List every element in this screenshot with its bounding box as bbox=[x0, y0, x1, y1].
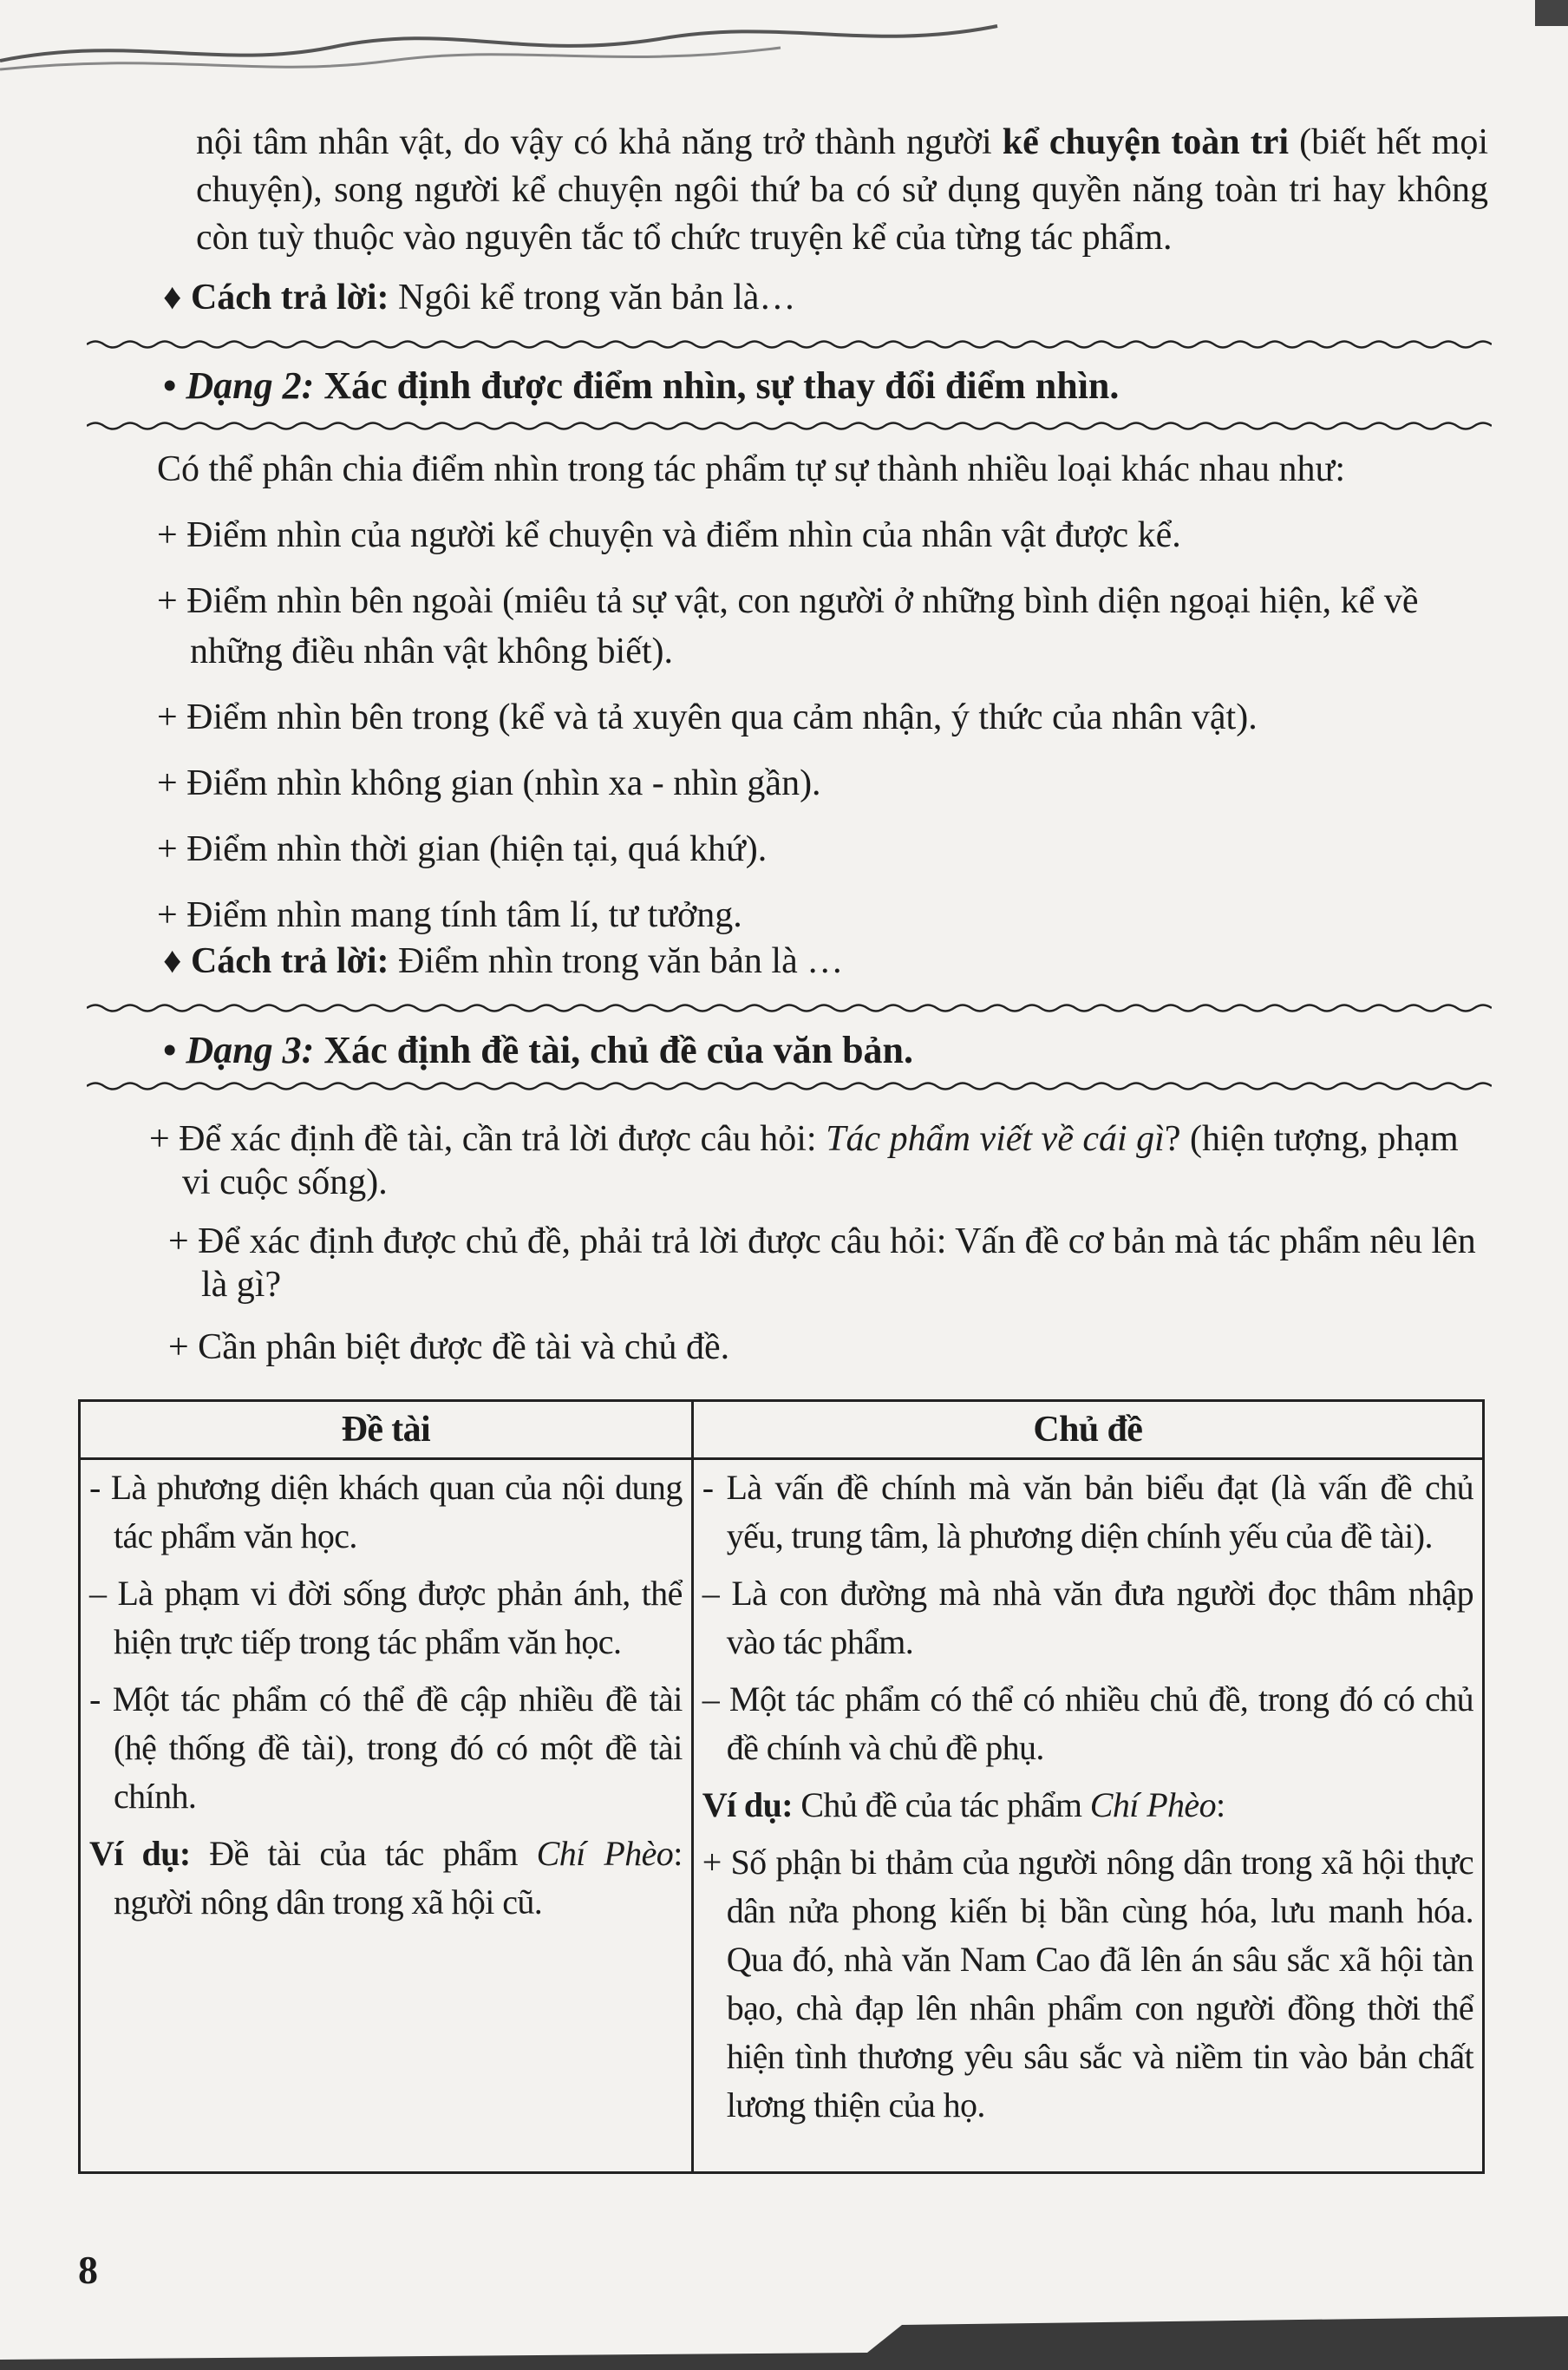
cell-item: + Số phận bi thảm của người nông dân trong xã hội thực dân nửa phong kiến bị bần cùng hóa, lưu manh hóa. Qua đó, nhà văn Nam Cao đã lên án sâu sắc xã hội tàn bạo, chà đạp lên nhân phẩm con người đồng thời thể hiện tình thương yêu sâu sắc và niềm tin vào bản chất lương thiện của họ. bbox=[702, 1843, 1473, 2124]
answer-1 bbox=[163, 274, 795, 322]
intro-paragraph bbox=[196, 119, 1488, 262]
intro-text-end: (biết hết mọi chuyện), song người kể chuyện ngôi thứ ba có sử dụng quyền năng toàn tri hay không còn tuỳ thuộc vào nguyên tắc tổ chức truyện kể của từng tác phẩm. bbox=[196, 122, 1488, 258]
header-de-tai: Đề tài bbox=[80, 1401, 693, 1459]
table-header-row bbox=[80, 1401, 1484, 1459]
example-text: : bbox=[1215, 1785, 1225, 1824]
wavy-divider bbox=[87, 338, 1492, 350]
dang2-content bbox=[157, 444, 1488, 956]
diamond-bullet-icon: ♦ bbox=[163, 941, 191, 981]
header-ornament bbox=[0, 0, 1568, 78]
example-label: Ví dụ: bbox=[702, 1785, 793, 1824]
cell-item: - Là vấn đề chính mà văn bản biểu đạt (là vấn đề chủ yếu, trung tâm, là phương diện chính yếu của đề tài). bbox=[702, 1468, 1473, 1555]
omniscient-term: kể chuyện toàn tri bbox=[1002, 122, 1290, 162]
dang2-heading: • Dạng 2: Xác định được điểm nhìn, sự thay đổi điểm nhìn. bbox=[163, 364, 1120, 407]
intro-text: nội tâm nhân vật, do vậy có khả năng trở thành người bbox=[196, 122, 1003, 162]
answer-label: Cách trả lời: bbox=[190, 278, 389, 318]
example-text: Chủ đề của tác phẩm bbox=[792, 1785, 1090, 1824]
list-item: + Để xác định được chủ đề, phải trả lời được câu hỏi: Vấn đề cơ bản mà tác phẩm nêu lên là gì? bbox=[168, 1221, 1476, 1305]
dang3-label: Dạng 3: bbox=[186, 1029, 315, 1071]
table-row bbox=[80, 1459, 1484, 2173]
dang3-title: Xác định đề tài, chủ đề của văn bản. bbox=[314, 1029, 914, 1071]
cell-de-tai bbox=[80, 1459, 693, 2173]
cell-item: - Là phương diện khách quan của nội dung tác phẩm văn học. bbox=[89, 1468, 683, 1555]
list-item: + Điểm nhìn thời gian (hiện tại, quá khứ). bbox=[157, 829, 768, 869]
wavy-divider bbox=[87, 1002, 1492, 1014]
list-item: + Điểm nhìn bên ngoài (miêu tả sự vật, con người ở những bình diện ngoại hiện, kể về những điều nhân vật không biết). bbox=[157, 581, 1419, 671]
item-text: ? (hiện tượng, phạm vi cuộc sống). bbox=[182, 1119, 1459, 1202]
cell-item: – Là con đường mà nhà văn đưa người đọc thâm nhập vào tác phẩm. bbox=[702, 1574, 1473, 1661]
cell-example bbox=[702, 1781, 1473, 1830]
cell-item: – Một tác phẩm có thể có nhiều chủ đề, trong đó có chủ đề chính và chủ đề phụ. bbox=[702, 1679, 1473, 1767]
diamond-bullet-icon: ♦ bbox=[163, 278, 191, 318]
list-item: + Điểm nhìn bên trong (kể và tả xuyên qua cảm nhận, ý thức của nhân vật). bbox=[157, 697, 1258, 737]
page-bottom-edge bbox=[0, 2299, 1568, 2370]
cell-item: - Một tác phẩm có thể đề cập nhiều đề tài (hệ thống đề tài), trong đó có một đề tài chính. bbox=[89, 1679, 683, 1816]
work-title: Chí Phèo bbox=[1089, 1785, 1216, 1824]
answer-label: Cách trả lời: bbox=[190, 941, 389, 981]
dang2-lead: Có thể phân chia điểm nhìn trong tác phẩm tự sự thành nhiều loại khác nhau như: bbox=[157, 449, 1345, 489]
dang3-heading: • Dạng 3: Xác định đề tài, chủ đề của văn bản. bbox=[163, 1029, 914, 1071]
list-item: + Điểm nhìn không gian (nhìn xa - nhìn gần). bbox=[157, 763, 821, 803]
example-label: Ví dụ: bbox=[89, 1834, 191, 1873]
header-chu-de: Chủ đề bbox=[692, 1401, 1483, 1459]
list-item bbox=[149, 1117, 1489, 1204]
item-question: Tác phẩm viết về cái gì bbox=[826, 1119, 1165, 1159]
dang3-content bbox=[149, 1117, 1489, 1388]
wavy-divider bbox=[87, 420, 1492, 432]
cell-chu-de bbox=[692, 1459, 1483, 2173]
list-item: + Điểm nhìn của người kể chuyện và điểm nhìn của nhân vật được kể. bbox=[157, 515, 1181, 555]
dang2-label: Dạng 2: bbox=[186, 364, 315, 407]
work-title: Chí Phèo bbox=[536, 1834, 674, 1873]
item-text: + Để xác định đề tài, cần trả lời được câu hỏi: bbox=[149, 1119, 826, 1159]
example-text: Đề tài của tác phẩm bbox=[190, 1834, 537, 1873]
list-item: + Điểm nhìn mang tính tâm lí, tư tưởng. bbox=[157, 895, 742, 935]
answer-2 bbox=[163, 938, 843, 985]
cell-example bbox=[89, 1830, 683, 1927]
list-item: + Cần phân biệt được đề tài và chủ đề. bbox=[168, 1327, 730, 1367]
answer-text: Ngôi kể trong văn bản là… bbox=[389, 278, 796, 318]
example-text: : người nông dân trong xã hội cũ. bbox=[114, 1834, 683, 1922]
comparison-table bbox=[78, 1399, 1485, 2174]
cell-item: – Là phạm vi đời sống được phản ánh, thể hiện trực tiếp trong tác phẩm văn học. bbox=[89, 1574, 683, 1661]
dang2-title: Xác định được điểm nhìn, sự thay đổi điểm nhìn. bbox=[314, 364, 1120, 407]
wavy-divider bbox=[87, 1080, 1492, 1092]
answer-text: Điểm nhìn trong văn bản là … bbox=[389, 941, 844, 981]
page-number: 8 bbox=[78, 2248, 98, 2292]
